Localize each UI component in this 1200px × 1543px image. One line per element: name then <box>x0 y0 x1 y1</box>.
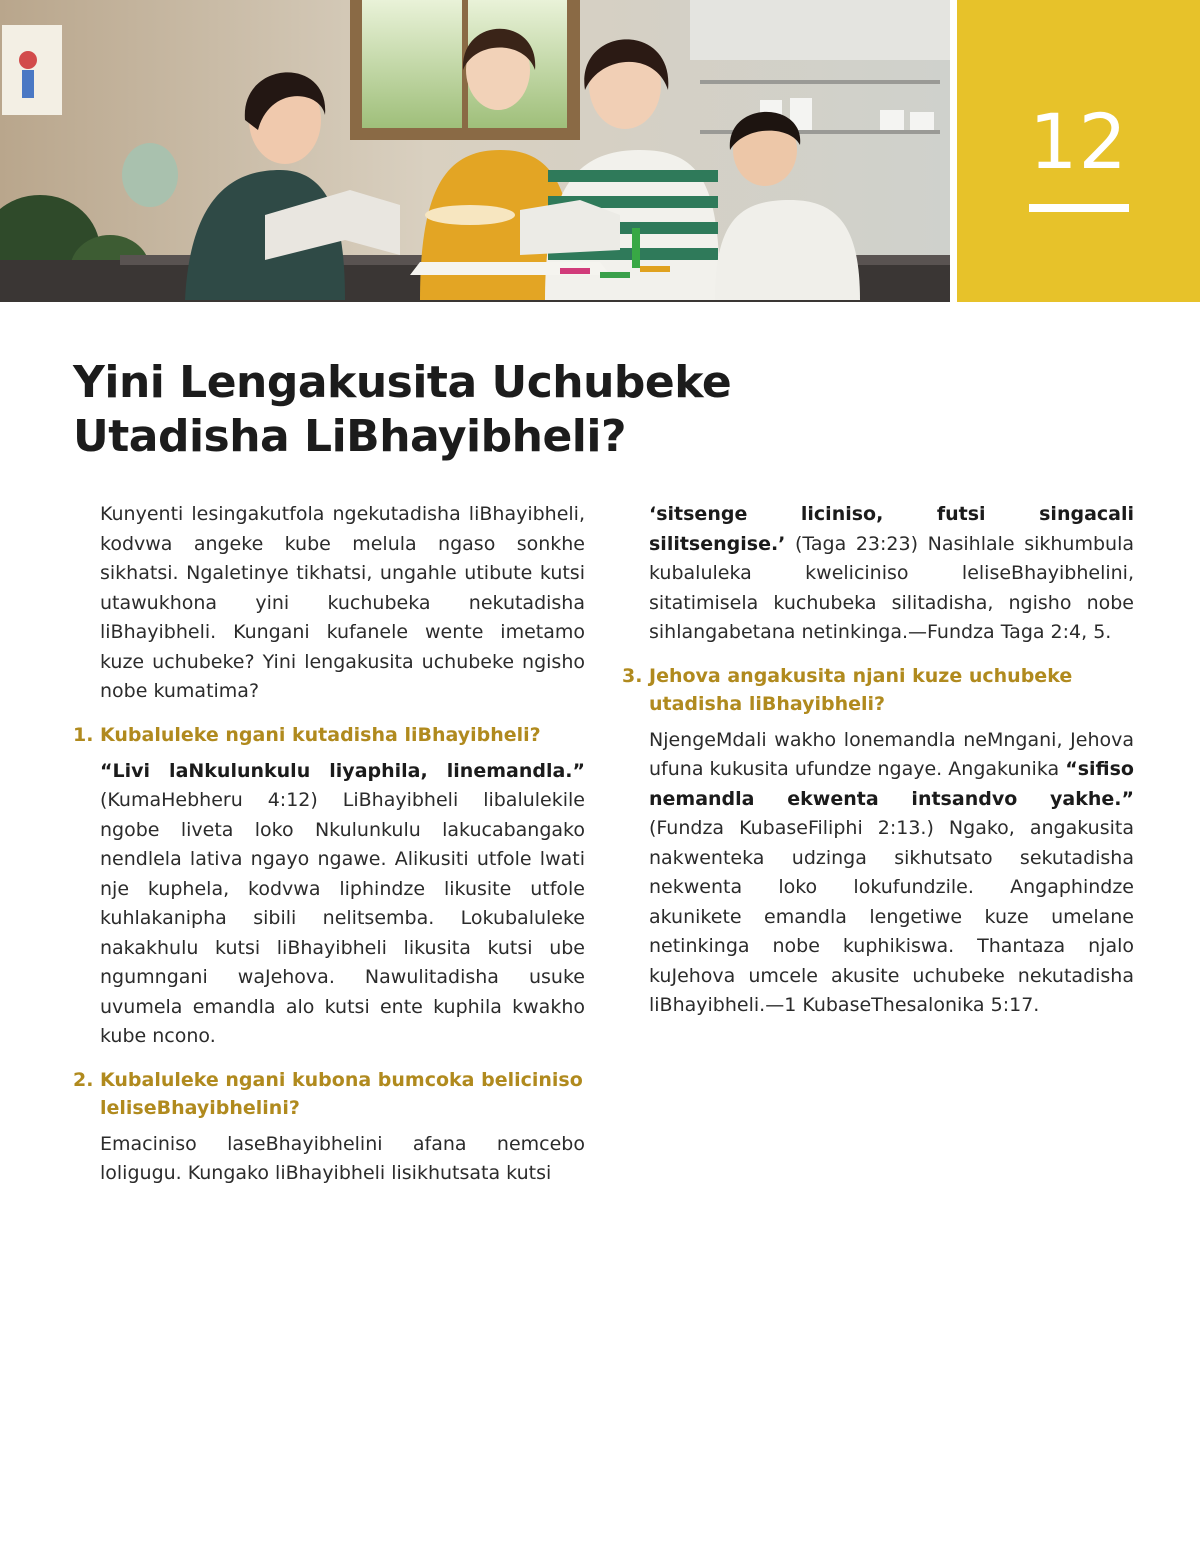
question-2 <box>73 1066 585 1122</box>
answer-3-quote: “sifiso nemandla ekwenta intsandvo yakhe.” <box>649 758 1134 810</box>
question-3-text: Jehova angakusita njani kuze uchubeke utadisha liBhayibheli? <box>649 664 1073 715</box>
answer-2-text: (Taga 23:23) Nasihlale sikhumbula kubaluleka kweliciniso leliseBhayibhelini, sitatimisela kuchubeka silitadisha, ngisho nobe sihlangabetana netinkinga.—Fundza Taga 2:4, 5. <box>649 532 1134 643</box>
answer-2-paragraph-end <box>649 500 1134 648</box>
family-bible-study-illustration <box>0 0 950 302</box>
question-1-number: 1. <box>73 723 94 746</box>
question-3 <box>622 662 1134 718</box>
answer-2-paragraph-start: Emaciniso laseBhayibhelini afana nemcebo loligugu. Kungako liBhayibheli lisikhutsata kutsi <box>100 1132 585 1184</box>
badge-underline <box>1029 204 1129 212</box>
answer-3-text-before: NjengeMdali wakho lonemandla neMngani, Jehova ufuna kukusita ufundze ngaye. Angakunika <box>649 728 1134 780</box>
right-column <box>622 500 1134 1021</box>
answer-3-text-after: (Fundza KubaseFiliphi 2:13.) Ngako, angakusita nakwenteka udzinga sikhutsato sekutadisha nekwenta loko lokufundzile. Angaphindze akunikete emandla lengetiwe kuze umelane netinkinga nobe kuphikiswa. Thantaza njalo kuJehova umcele akusite uchubeke nekutadisha liBhayibheli.—1 KubaseThesalonika 5:17. <box>649 817 1134 1016</box>
lesson-number-badge <box>957 0 1200 302</box>
answer-1-quote: “Livi laNkulunkulu liyaphila, linemandla.” <box>100 759 585 782</box>
question-1-text: Kubaluleke ngani kutadisha liBhayibheli? <box>100 723 541 746</box>
question-3-number: 3. <box>622 664 643 687</box>
intro-paragraph: Kunyenti lesingakutfola ngekutadisha liBhayibheli, kodvwa angeke kube melula ngaso sonkhe sikhatsi. Ngaletinye tikhatsi, ungahle utibute kutsi utawukhona yini kuchubeka nekutadisha liBhayibheli. Kungani kufanele wente imetamo kuze uchubeke? Yini lengakusita uchubeke ngisho nobe kumatima? <box>100 503 585 702</box>
hero-photo <box>0 0 950 302</box>
question-2-text: Kubaluleke ngani kubona bumcoka beliciniso leliseBhayibhelini? <box>100 1068 583 1119</box>
left-column <box>73 500 585 1189</box>
answer-2-quote: ‘sitsenge liciniso, futsi singacali silitsengise.’ <box>649 503 1134 555</box>
answer-1-paragraph <box>100 757 585 1052</box>
question-1 <box>73 721 585 749</box>
lesson-number: 12 <box>1029 97 1128 186</box>
page-title: Yini Lengakusita Uchubeke Utadisha LiBhayibheli? <box>73 357 732 462</box>
answer-3-paragraph <box>649 726 1134 1021</box>
answer-1-text: (KumaHebheru 4:12) LiBhayibheli libalulekile ngobe liveta loko Nkulunkulu lakucabangako nendlela lativa ngayo ngawe. Alikusiti utfole lwati nje kuphela, kodvwa liphindze likusite utfole kuhlakanipha sibili nelitsemba. Lokubaluleke nakakhulu kutsi liBhayibheli likusita kutsi ube ngumngani waJehova. Nawulitadisha usuke uvumela emandla alo kutsi ente kuphila kwakho kube ncono. <box>100 789 585 1047</box>
question-2-number: 2. <box>73 1068 94 1091</box>
